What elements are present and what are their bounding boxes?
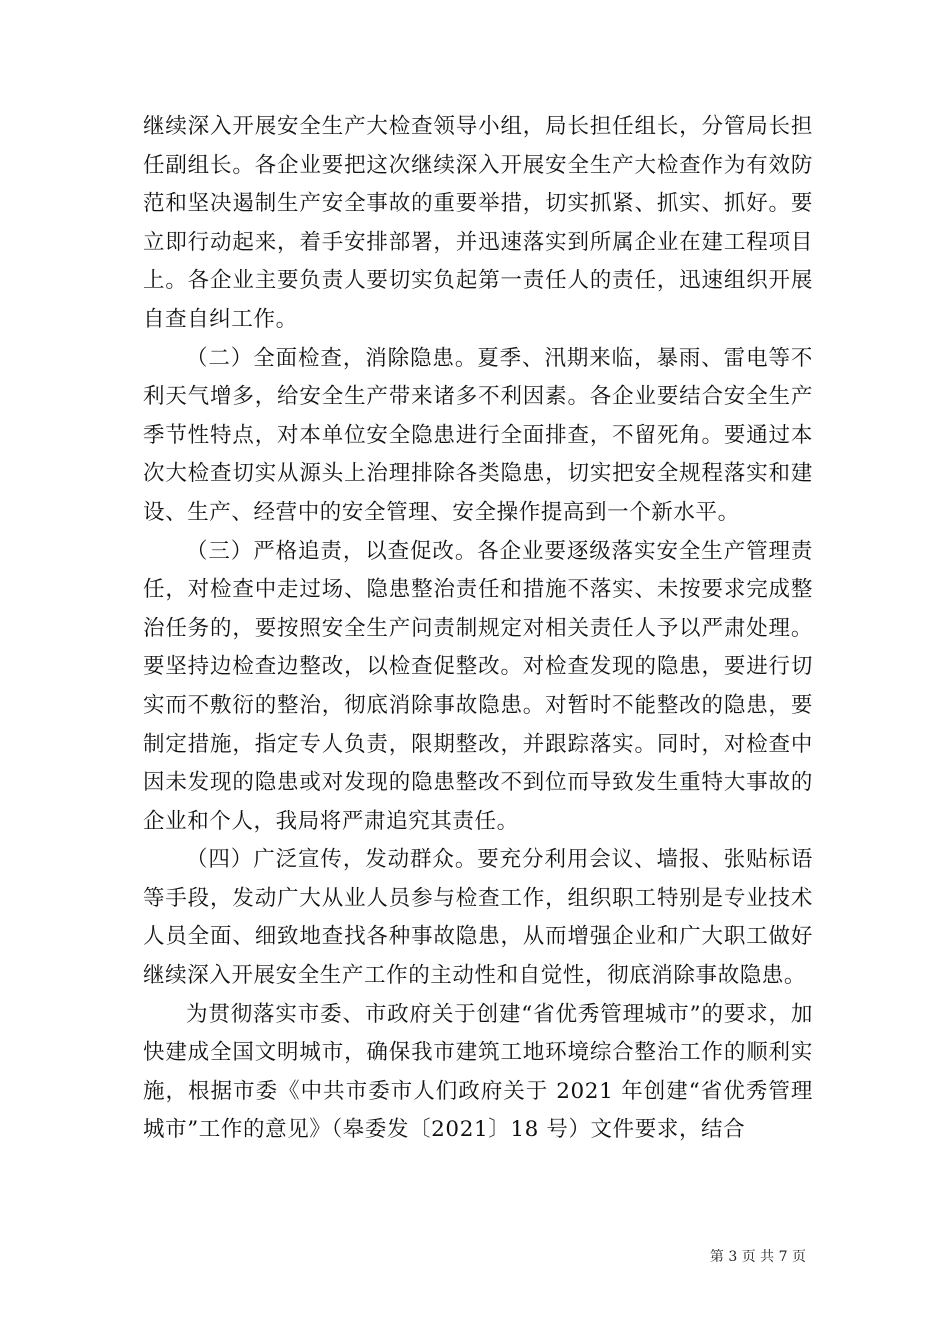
- paragraph-city-management: 为贯彻落实市委、市政府关于创建“省优秀管理城市”的要求，加快建成全国文明城市，确保我市建筑工地环境综合整治工作的顺利实施，根据市委《中共市委市人们政府关于 2021 年创建“省优秀管理城市”工作的意见》（皋委发〔2021〕18 号）文件要求，结合: [143, 1001, 813, 1143]
- paragraph-section-3: （三）严格追责，以查促改。各企业要逐级落实安全生产管理责任，对检查中走过场、隐患整治责任和措施不落实、未按要求完成整治任务的，要按照安全生产问责制规定对相关责任人予以严肃处理。要坚持边检查边整改，以检查促整改。对检查发现的隐患，要进行切实而不敷衍的整治，彻底消除事故隐患。对暂时不能整改的隐患，要制定措施，指定专人负责，限期整改，并跟踪落实。同时，对检查中因未发现的隐患或对发现的隐患整改不到位而导致发生重特大事故的企业和个人，我局将严肃追究其责任。: [143, 538, 813, 834]
- paragraph-leading-group: 继续深入开展安全生产大检查领导小组，局长担任组长，分管局长担任副组长。各企业要把这次继续深入开展安全生产大检查作为有效防范和坚决遏制生产安全事故的重要举措，切实抓紧、抓实、抓好。要立即行动起来，着手安排部署，并迅速落实到所属企业在建工程项目上。各企业主要负责人要切实负起第一责任人的责任，迅速组织开展自查自纠工作。: [143, 114, 813, 332]
- paragraph-section-2: （二）全面检查，消除隐患。夏季、汛期来临，暴雨、雷电等不利天气增多，给安全生产带来诸多不利因素。各企业要结合安全生产季节性特点，对本单位安全隐患进行全面排查，不留死角。要通过本次大检查切实从源头上治理排除各类隐患，切实把安全规程落实和建设、生产、经营中的安全管理、安全操作提高到一个新水平。: [143, 345, 813, 525]
- page-number: 第 3 页 共 7 页: [709, 1249, 806, 1265]
- paragraph-section-4: （四）广泛宣传，发动群众。要充分利用会议、墙报、张贴标语等手段，发动广大从业人员参与检查工作，组织职工特别是专业技术人员全面、细致地查找各种事故隐患，从而增强企业和广大职工做好继续深入开展安全生产工作的主动性和自觉性，彻底消除事故隐患。: [143, 847, 813, 989]
- document-body: [143, 108, 813, 1150]
